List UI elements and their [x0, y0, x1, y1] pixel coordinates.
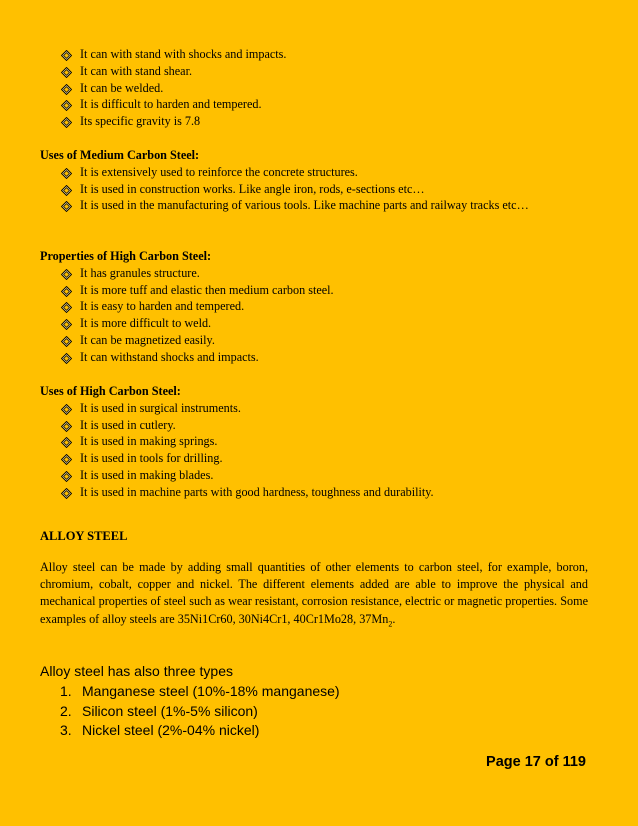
- list-item: [0, 63, 638, 80]
- list-item-text: It is used in making blades.: [80, 467, 214, 482]
- alloy-types-intro: Alloy steel has also three types: [40, 663, 233, 679]
- list-item: [0, 433, 638, 450]
- medium-carbon-uses-section: [0, 147, 638, 214]
- list-item: [0, 702, 638, 722]
- diamond-bullet-icon: [61, 268, 72, 279]
- list-item: [0, 400, 638, 417]
- high-carbon-uses-section: [0, 383, 638, 501]
- diamond-bullet-icon: [61, 487, 72, 498]
- diamond-bullet-icon: [61, 318, 72, 329]
- list-item-text: It can be welded.: [80, 80, 164, 95]
- list-item-text: Manganese steel (10%-18% manganese): [82, 683, 340, 699]
- diamond-bullet-icon: [61, 420, 72, 431]
- list-item-text: Silicon steel (1%-5% silicon): [82, 702, 258, 719]
- page-number: Page 17 of 119: [486, 754, 586, 770]
- list-item: [0, 113, 638, 130]
- list-item-text: It is extensively used to reinforce the concrete structures.: [80, 164, 358, 179]
- alloy-types-list: [0, 682, 638, 741]
- list-item-text: It is used in machine parts with good hardness, toughness and durability.: [80, 484, 434, 499]
- bullet-list: [0, 164, 638, 214]
- list-item: [0, 298, 638, 315]
- diamond-bullet-icon: [61, 200, 72, 211]
- section-heading: Uses of High Carbon Steel:: [40, 384, 181, 398]
- list-item: [0, 417, 638, 434]
- diamond-bullet-icon: [61, 66, 72, 77]
- list-item-text: It can with stand with shocks and impacts.: [80, 47, 287, 61]
- diamond-bullet-icon: [61, 352, 72, 363]
- list-number: 1.: [60, 683, 72, 699]
- list-item: [0, 315, 638, 332]
- diamond-bullet-icon: [61, 49, 72, 60]
- diamond-bullet-icon: [61, 184, 72, 195]
- diamond-bullet-icon: [61, 436, 72, 447]
- list-item: [0, 96, 638, 113]
- alloy-steel-paragraph: [40, 559, 588, 632]
- list-number: 3.: [60, 722, 72, 738]
- list-item: [0, 80, 638, 97]
- list-item: [0, 282, 638, 299]
- list-item-text: It is more difficult to weld.: [80, 316, 212, 331]
- diamond-bullet-icon: [61, 116, 72, 127]
- list-item-text: It has granules structure.: [80, 265, 200, 280]
- diamond-bullet-icon: [61, 167, 72, 178]
- high-carbon-properties-section: [0, 248, 638, 366]
- bullet-list: [0, 265, 638, 366]
- list-item: [0, 349, 638, 366]
- list-item: [0, 265, 638, 282]
- list-item-text: It is used in tools for drilling.: [80, 451, 223, 466]
- alloy-steel-heading: ALLOY STEEL: [40, 529, 128, 543]
- section-heading: Properties of High Carbon Steel:: [40, 249, 212, 263]
- list-item: [0, 467, 638, 484]
- subscript: 2: [388, 619, 393, 629]
- diamond-bullet-icon: [61, 335, 72, 346]
- list-item-text: It is easy to harden and tempered.: [80, 299, 245, 314]
- diamond-bullet-icon: [61, 453, 72, 464]
- list-item-text: It can be magnetized easily.: [80, 332, 215, 347]
- diamond-bullet-icon: [61, 301, 72, 312]
- bullet-list: [0, 46, 638, 130]
- list-item: [0, 484, 638, 501]
- list-item-text: It is more tuff and elastic then medium carbon steel.: [80, 282, 334, 297]
- list-item-text: Its specific gravity is 7.8: [80, 114, 201, 129]
- carbon-steel-properties-continued: [0, 46, 638, 130]
- list-item-text: It is used in cutlery.: [80, 417, 176, 432]
- list-item-text: It is difficult to harden and tempered.: [80, 97, 262, 112]
- list-item-text: It is used in making springs.: [80, 434, 218, 449]
- list-item: [0, 721, 638, 741]
- list-item: [0, 46, 638, 63]
- diamond-bullet-icon: [61, 470, 72, 481]
- list-item: [0, 450, 638, 467]
- list-item: [0, 682, 638, 702]
- list-item: [0, 181, 638, 198]
- diamond-bullet-icon: [61, 285, 72, 296]
- list-item-text: It can with stand shear.: [80, 63, 193, 78]
- list-item: [0, 197, 638, 214]
- list-number: 2.: [60, 702, 72, 719]
- diamond-bullet-icon: [61, 99, 72, 110]
- paragraph-text: Alloy steel can be made by adding small quantities of other elements to carbon steel, for example, boron, chromium, cobalt, copper and nickel. The different elements added are able to improve the physical and mechanical properties of steel such as wear resistant, corrosion resistance, electric or magnetic properties. Some examples of alloy steels are 35Ni1Cr60, 30Ni4Cr1, 40Cr1Mo28, 37Mn: [40, 560, 588, 626]
- list-item-text: It is used in construction works. Like angle iron, rods, e-sections etc…: [80, 181, 425, 196]
- list-item-text: It is used in surgical instruments.: [80, 400, 241, 415]
- list-item-text: It is used in the manufacturing of various tools. Like machine parts and railway tracks etc…: [80, 198, 529, 213]
- diamond-bullet-icon: [61, 83, 72, 94]
- diamond-bullet-icon: [61, 403, 72, 414]
- list-item: [0, 332, 638, 349]
- section-heading: Uses of Medium Carbon Steel:: [40, 148, 200, 162]
- list-item: [0, 164, 638, 181]
- list-item-text: It can withstand shocks and impacts.: [80, 349, 259, 364]
- bullet-list: [0, 400, 638, 501]
- list-item-text: Nickel steel (2%-04% nickel): [82, 722, 260, 738]
- paragraph-end: .: [392, 611, 396, 626]
